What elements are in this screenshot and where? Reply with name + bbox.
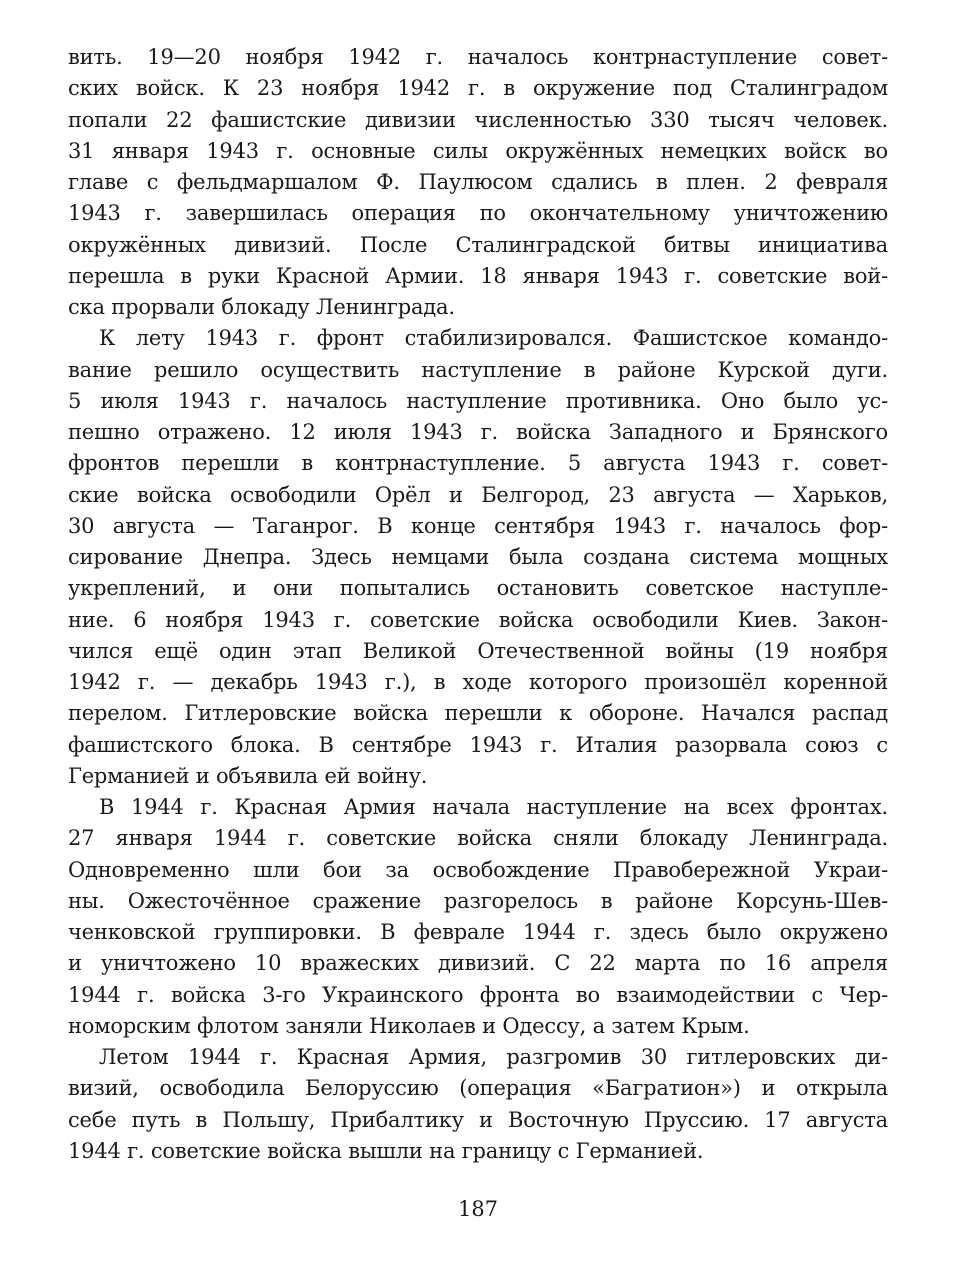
text-line: себе путь в Польшу, Прибалтику и Восточную Пруссию. 17 августа — [68, 1107, 888, 1132]
text-line: вить. 19—20 ноября 1942 г. началось контрнаступление совет- — [68, 45, 888, 69]
text-line: 1944 г. советские войска вышли на границу с Германией. — [68, 1138, 704, 1163]
text-line: 27 января 1944 г. советские войска сняли блокаду Ленинграда. — [68, 826, 888, 851]
text-line: фашистского блока. В сентябре 1943 г. Италия разорвала союз с — [68, 732, 888, 757]
paragraph-4 — [68, 1042, 888, 1167]
paragraph-2 — [68, 323, 888, 792]
text-line: фронтов перешли в контрнаступление. 5 августа 1943 г. совет- — [68, 451, 888, 476]
text-line: 1943 г. завершилась операция по окончательному уничтожению — [68, 201, 888, 226]
text-line: визий, освободила Белоруссию (операция «Багратион») и открыла — [68, 1076, 888, 1101]
text-line: попали 22 фашистские дивизии численностью 330 тысяч человек. — [68, 107, 888, 132]
text-line: ских войск. К 23 ноября 1942 г. в окружение под Сталинградом — [68, 76, 888, 101]
text-line: 1944 г. войска 3-го Украинского фронта во взаимодействии с Чер- — [68, 982, 888, 1007]
text-line: ские войска освободили Орёл и Белгород, 23 августа — Харьков, — [68, 482, 888, 507]
text-line: 31 января 1943 г. основные силы окружённых немецких войск во — [68, 138, 888, 163]
text-line: В 1944 г. Красная Армия начала наступление на всех фронтах. — [99, 795, 888, 819]
text-line: главе с фельдмаршалом Ф. Паулюсом сдались в плен. 2 февраля — [68, 170, 888, 194]
text-line: вание решило осуществить наступление в районе Курской дуги. — [68, 357, 888, 382]
text-line: перелом. Гитлеровские войска перешли к обороне. Начался распад — [68, 701, 888, 726]
text-line: перешла в руки Красной Армии. 18 января 1943 г. советские вой- — [68, 263, 888, 288]
text-line: Летом 1944 г. Красная Армия, разгромив 30 гитлеровских ди- — [99, 1045, 888, 1069]
text-line: Германией и объявила ей войну. — [68, 763, 428, 788]
text-line: 30 августа — Таганрог. В конце сентября 1943 г. началось фор- — [68, 513, 888, 538]
paragraph-1 — [68, 42, 888, 323]
text-line: пешно отражено. 12 июля 1943 г. войска Западного и Брянского — [68, 420, 888, 444]
text-line: ны. Ожесточённое сражение разгорелось в районе Корсунь-Шев- — [68, 888, 888, 913]
text-line: ние. 6 ноября 1943 г. советские войска освободили Киев. Закон- — [68, 607, 888, 632]
paragraph-3 — [68, 792, 888, 1042]
text-line: чился ещё один этап Великой Отечественной войны (19 ноября — [68, 638, 888, 663]
text-line: сирование Днепра. Здесь немцами была создана система мощных — [68, 545, 888, 569]
page-number: 187 — [457, 1197, 499, 1221]
text-line: 5 июля 1943 г. началось наступление противника. Оно было ус- — [68, 388, 888, 413]
text-line: К лету 1943 г. фронт стабилизировался. Фашистское командо- — [99, 326, 888, 351]
text-line: укреплений, и они попытались остановить советское наступле- — [68, 576, 888, 601]
text-line: номорским флотом заняли Николаев и Одессу, а затем Крым. — [68, 1013, 750, 1038]
text-line: 1942 г. — декабрь 1943 г.), в ходе которого произошёл коренной — [68, 670, 888, 694]
text-line: окружённых дивизий. После Сталинградской битвы инициатива — [68, 232, 888, 257]
text-line: ска прорвали блокаду Ленинграда. — [68, 295, 455, 319]
text-line: Одновременно шли бои за освобождение Правобережной Украи- — [68, 857, 888, 882]
text-line: и уничтожено 10 вражеских дивизий. С 22 марта по 16 апреля — [68, 951, 888, 976]
text-line: ченковской группировки. В феврале 1944 г. здесь было окружено — [68, 920, 888, 944]
page-body — [68, 42, 888, 1167]
